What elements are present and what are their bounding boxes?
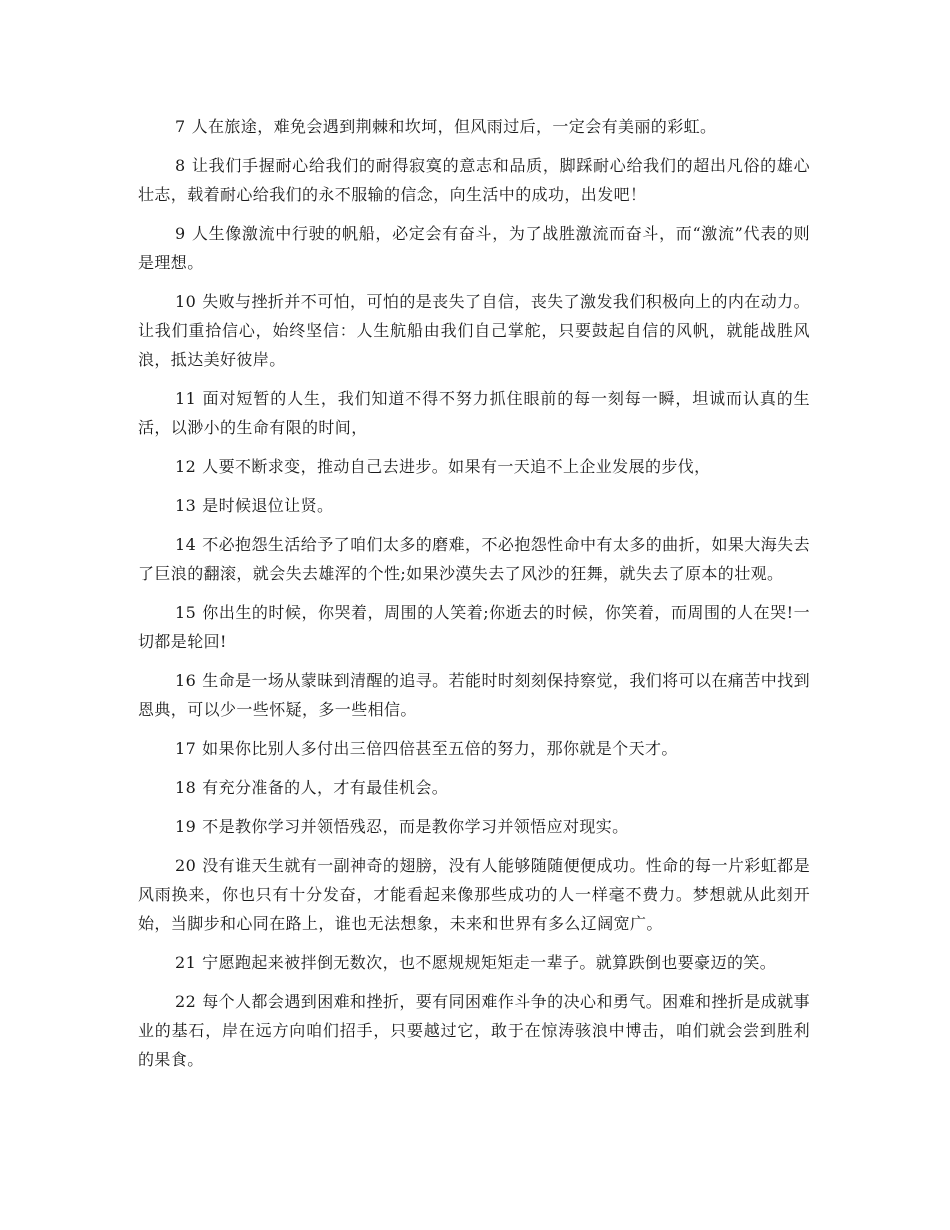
paragraph-text: 宁愿跑起来被拌倒无数次，也不愿规规矩矩走一辈子。就算跌倒也要豪迈的笑。 (202, 953, 777, 972)
paragraph-number: 17 (175, 739, 197, 758)
paragraph-18 (138, 773, 810, 802)
paragraph-number: 15 (175, 603, 197, 622)
paragraph-19 (138, 812, 810, 841)
paragraph-text: 如果你比别人多付出三倍四倍甚至五倍的努力，那你就是个天才。 (202, 739, 678, 758)
paragraph-number: 21 (175, 953, 197, 972)
paragraph-text: 人生像激流中行驶的帆船，必定会有奋斗，为了战胜激流而奋斗，而“激流”代表的则是理想。 (138, 224, 810, 272)
paragraph-number: 10 (175, 292, 197, 311)
paragraph-number: 19 (175, 817, 197, 836)
paragraph-number: 14 (175, 535, 197, 554)
paragraph-21 (138, 948, 810, 977)
paragraph-14 (138, 530, 810, 588)
paragraph-text: 每个人都会遇到困难和挫折，要有同困难作斗争的决心和勇气。困难和挫折是成就事业的基石，岸在远方向咱们招手，只要越过它，敢于在惊涛骇浪中博击，咱们就会尝到胜利的果食。 (138, 992, 810, 1069)
paragraph-number: 8 (175, 156, 186, 175)
paragraph-text: 失败与挫折并不可怕，可怕的是丧失了自信，丧失了激发我们积极向上的内在动力。让我们重拾信心，始终坚信：人生航船由我们自己掌舵，只要鼓起自信的风帆，就能战胜风浪，抵达美好彼岸。 (138, 292, 810, 369)
paragraph-text: 没有谁天生就有一副神奇的翅膀，没有人能够随随便便成功。性命的每一片彩虹都是风雨换来，你也只有十分发奋，才能看起来像那些成功的人一样毫不费力。梦想就从此刻开始，当脚步和心同在路上，谁也无法想象，未来和世界有多么辽阔宽广。 (138, 856, 810, 933)
paragraph-11 (138, 384, 810, 442)
paragraph-number: 20 (175, 856, 197, 875)
paragraph-15 (138, 598, 810, 656)
paragraph-17 (138, 734, 810, 763)
paragraph-text: 你出生的时候，你哭着，周围的人笑着;你逝去的时候，你笑着，而周围的人在哭!一切都是轮回! (138, 603, 810, 651)
paragraph-number: 13 (175, 496, 197, 515)
paragraph-number: 16 (175, 671, 197, 690)
paragraph-text: 不必抱怨生活给予了咱们太多的磨难，不必抱怨性命中有太多的曲折，如果大海失去了巨浪的翻滚，就会失去雄浑的个性;如果沙漠失去了风沙的狂舞，就失去了原本的壮观。 (138, 535, 810, 583)
paragraph-10 (138, 287, 810, 374)
paragraph-number: 7 (175, 117, 186, 136)
paragraph-22 (138, 987, 810, 1074)
paragraph-text: 是时候退位让贤。 (202, 496, 334, 515)
paragraph-number: 12 (175, 457, 197, 476)
paragraph-text: 人要不断求变，推动自己去进步。如果有一天追不上企业发展的步伐， (202, 457, 711, 476)
paragraph-text: 人在旅途，难免会遇到荆棘和坎坷，但风雨过后，一定会有美丽的彩虹。 (191, 117, 717, 136)
paragraph-8 (138, 151, 810, 209)
paragraph-9 (138, 219, 810, 277)
paragraph-20 (138, 851, 810, 938)
paragraph-13 (138, 491, 810, 520)
paragraph-text: 生命是一场从蒙昧到清醒的追寻。若能时时刻刻保持察觉，我们将可以在痛苦中找到恩典，可以少一些怀疑，多一些相信。 (138, 671, 810, 719)
paragraph-text: 让我们手握耐心给我们的耐得寂寞的意志和品质，脚踩耐心给我们的超出凡俗的雄心壮志，载着耐心给我们的永不服输的信念，向生活中的成功，出发吧！ (138, 156, 810, 204)
paragraph-12 (138, 452, 810, 481)
paragraph-7 (138, 112, 810, 141)
paragraph-number: 11 (175, 389, 197, 408)
paragraph-number: 9 (175, 224, 186, 243)
paragraph-text: 面对短暂的人生，我们知道不得不努力抓住眼前的每一刻每一瞬，坦诚而认真的生活，以渺小的生命有限的时间， (138, 389, 810, 437)
paragraph-number: 18 (175, 778, 197, 797)
document-body (138, 112, 810, 1084)
paragraph-text: 有充分准备的人，才有最佳机会。 (202, 778, 449, 797)
paragraph-number: 22 (175, 992, 197, 1011)
paragraph-text: 不是教你学习并领悟残忍，而是教你学习并领悟应对现实。 (202, 817, 629, 836)
paragraph-16 (138, 666, 810, 724)
